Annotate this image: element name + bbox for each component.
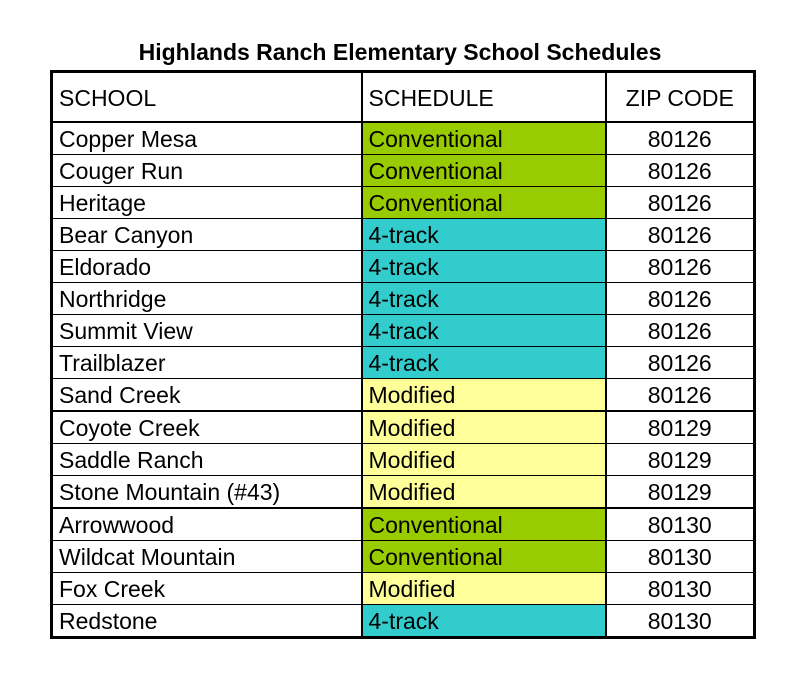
table-row xyxy=(52,508,755,541)
table-row xyxy=(52,476,755,509)
table-row xyxy=(52,187,755,219)
school-cell: Arrowwood xyxy=(52,508,362,541)
zip-code-cell: 80126 xyxy=(606,187,755,219)
zip-code-cell: 80130 xyxy=(606,605,755,638)
schedule-cell: Conventional xyxy=(362,187,606,219)
schedule-cell: Modified xyxy=(362,379,606,412)
table-row xyxy=(52,444,755,476)
school-cell: Saddle Ranch xyxy=(52,444,362,476)
zip-code-cell: 80126 xyxy=(606,283,755,315)
schedule-cell: Conventional xyxy=(362,155,606,187)
school-cell: Bear Canyon xyxy=(52,219,362,251)
schedule-cell: 4-track xyxy=(362,605,606,638)
schedule-cell: Modified xyxy=(362,573,606,605)
school-cell: Trailblazer xyxy=(52,347,362,379)
school-cell: Stone Mountain (#43) xyxy=(52,476,362,509)
school-cell: Northridge xyxy=(52,283,362,315)
table-row xyxy=(52,219,755,251)
school-cell: Eldorado xyxy=(52,251,362,283)
school-cell: Summit View xyxy=(52,315,362,347)
table-row xyxy=(52,541,755,573)
zip-code-cell: 80126 xyxy=(606,122,755,155)
zip-code-cell: 80129 xyxy=(606,476,755,509)
zip-code-cell: 80126 xyxy=(606,155,755,187)
schedule-cell: Modified xyxy=(362,444,606,476)
table-row xyxy=(52,251,755,283)
schedule-cell: 4-track xyxy=(362,283,606,315)
zip-code-cell: 80130 xyxy=(606,573,755,605)
table-row xyxy=(52,573,755,605)
table-title: Highlands Ranch Elementary School Schedules xyxy=(138,39,662,65)
zip-code-cell: 80130 xyxy=(606,541,755,573)
schedule-cell: Conventional xyxy=(362,541,606,573)
school-cell: Sand Creek xyxy=(52,379,362,412)
zip-code-cell: 80126 xyxy=(606,219,755,251)
header-zip-code: ZIP CODE xyxy=(606,72,755,123)
table-row xyxy=(52,379,755,412)
zip-code-cell: 80129 xyxy=(606,411,755,444)
zip-code-cell: 80130 xyxy=(606,508,755,541)
zip-code-cell: 80126 xyxy=(606,347,755,379)
school-cell: Wildcat Mountain xyxy=(52,541,362,573)
school-cell: Coyote Creek xyxy=(52,411,362,444)
zip-code-cell: 80129 xyxy=(606,444,755,476)
school-cell: Fox Creek xyxy=(52,573,362,605)
table-row xyxy=(52,283,755,315)
schedule-cell: Modified xyxy=(362,476,606,509)
zip-code-cell: 80126 xyxy=(606,379,755,412)
schedule-table xyxy=(50,70,756,639)
school-cell: Couger Run xyxy=(52,155,362,187)
zip-code-cell: 80126 xyxy=(606,251,755,283)
table-row xyxy=(52,605,755,638)
table-row xyxy=(52,155,755,187)
schedule-cell: Modified xyxy=(362,411,606,444)
table-row xyxy=(52,315,755,347)
header-row xyxy=(52,72,755,123)
school-cell: Redstone xyxy=(52,605,362,638)
schedule-cell: Conventional xyxy=(362,508,606,541)
schedule-cell: 4-track xyxy=(362,315,606,347)
school-cell: Copper Mesa xyxy=(52,122,362,155)
table-body xyxy=(52,122,755,638)
school-cell: Heritage xyxy=(52,187,362,219)
table-row xyxy=(52,411,755,444)
table-row xyxy=(52,122,755,155)
schedule-cell: 4-track xyxy=(362,251,606,283)
schedule-cell: 4-track xyxy=(362,219,606,251)
schedule-cell: Conventional xyxy=(362,122,606,155)
header-school: SCHOOL xyxy=(52,72,362,123)
schedule-cell: 4-track xyxy=(362,347,606,379)
header-schedule: SCHEDULE xyxy=(362,72,606,123)
zip-code-cell: 80126 xyxy=(606,315,755,347)
table-row xyxy=(52,347,755,379)
